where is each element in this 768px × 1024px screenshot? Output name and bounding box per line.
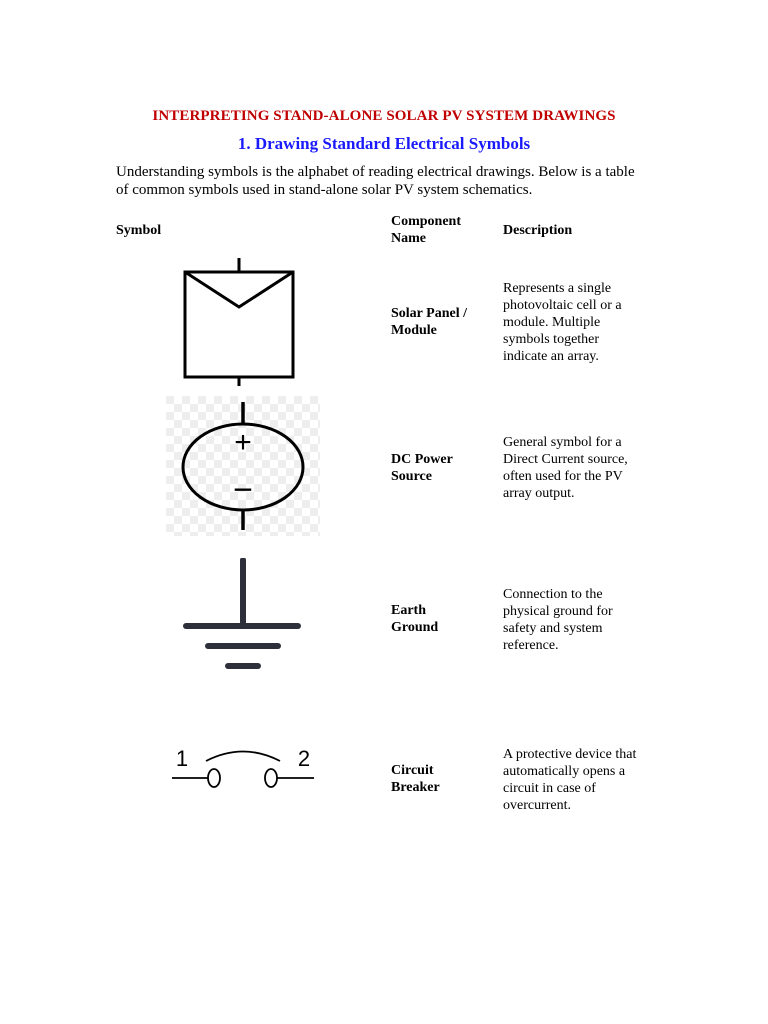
name-line: Circuit — [391, 763, 434, 778]
desc-line: General symbol for a — [503, 435, 622, 450]
plus-mark: + — [234, 426, 252, 459]
description-solar-panel — [503, 280, 663, 365]
name-line: Breaker — [391, 780, 440, 795]
circuit-breaker-symbol-icon — [168, 744, 318, 792]
desc-line: photovoltaic cell or a — [503, 298, 622, 313]
header-component-name — [391, 213, 461, 247]
terminal-1-label: 1 — [175, 746, 189, 771]
earth-ground-symbol-icon — [182, 558, 304, 672]
name-line: Ground — [391, 620, 439, 635]
header-description: Description — [503, 223, 573, 238]
name-line: Earth — [391, 603, 426, 618]
desc-line: A protective device that — [503, 747, 637, 762]
desc-line: safety and system — [503, 621, 603, 636]
desc-line: symbols together — [503, 332, 600, 347]
intro-line: of common symbols used in stand-alone solar PV system schematics. — [116, 182, 533, 198]
component-name-solar-panel — [391, 305, 496, 339]
desc-line: Represents a single — [503, 281, 612, 296]
desc-line: module. Multiple — [503, 315, 601, 330]
component-name-circuit-breaker — [391, 762, 496, 796]
desc-line: Direct Current source, — [503, 452, 628, 467]
header-symbol: Symbol — [116, 223, 162, 238]
desc-line: indicate an array. — [503, 349, 599, 364]
header-component-line: Component — [391, 214, 462, 229]
solar-panel-symbol-icon — [182, 258, 298, 386]
section-heading: 1. Drawing Standard Electrical Symbols — [237, 134, 531, 153]
terminal-2-label: 2 — [297, 746, 311, 771]
header-component-line: Name — [391, 231, 426, 246]
desc-line: circuit in case of — [503, 781, 596, 796]
desc-line: overcurrent. — [503, 798, 572, 813]
component-name-earth-ground — [391, 602, 496, 636]
dc-power-source-symbol-icon — [166, 396, 320, 536]
intro-line: Understanding symbols is the alphabet of reading electrical drawings. Below is a table — [116, 164, 635, 180]
description-circuit-breaker — [503, 746, 663, 814]
name-line: DC Power — [391, 452, 453, 467]
name-line: Solar Panel / — [391, 306, 467, 321]
intro-paragraph — [116, 163, 668, 199]
desc-line: array output. — [503, 486, 575, 501]
name-line: Module — [391, 323, 437, 338]
desc-line: Connection to the — [503, 587, 603, 602]
minus-mark: − — [233, 471, 253, 509]
desc-line: automatically opens a — [503, 764, 626, 779]
desc-line: reference. — [503, 638, 559, 653]
description-earth-ground — [503, 586, 663, 654]
desc-line: physical ground for — [503, 604, 613, 619]
component-name-dc-power-source — [391, 451, 496, 485]
name-line: Source — [391, 469, 432, 484]
description-dc-power-source — [503, 434, 663, 502]
desc-line: often used for the PV — [503, 469, 623, 484]
document-title: INTERPRETING STAND-ALONE SOLAR PV SYSTEM DRAWINGS — [152, 108, 616, 124]
